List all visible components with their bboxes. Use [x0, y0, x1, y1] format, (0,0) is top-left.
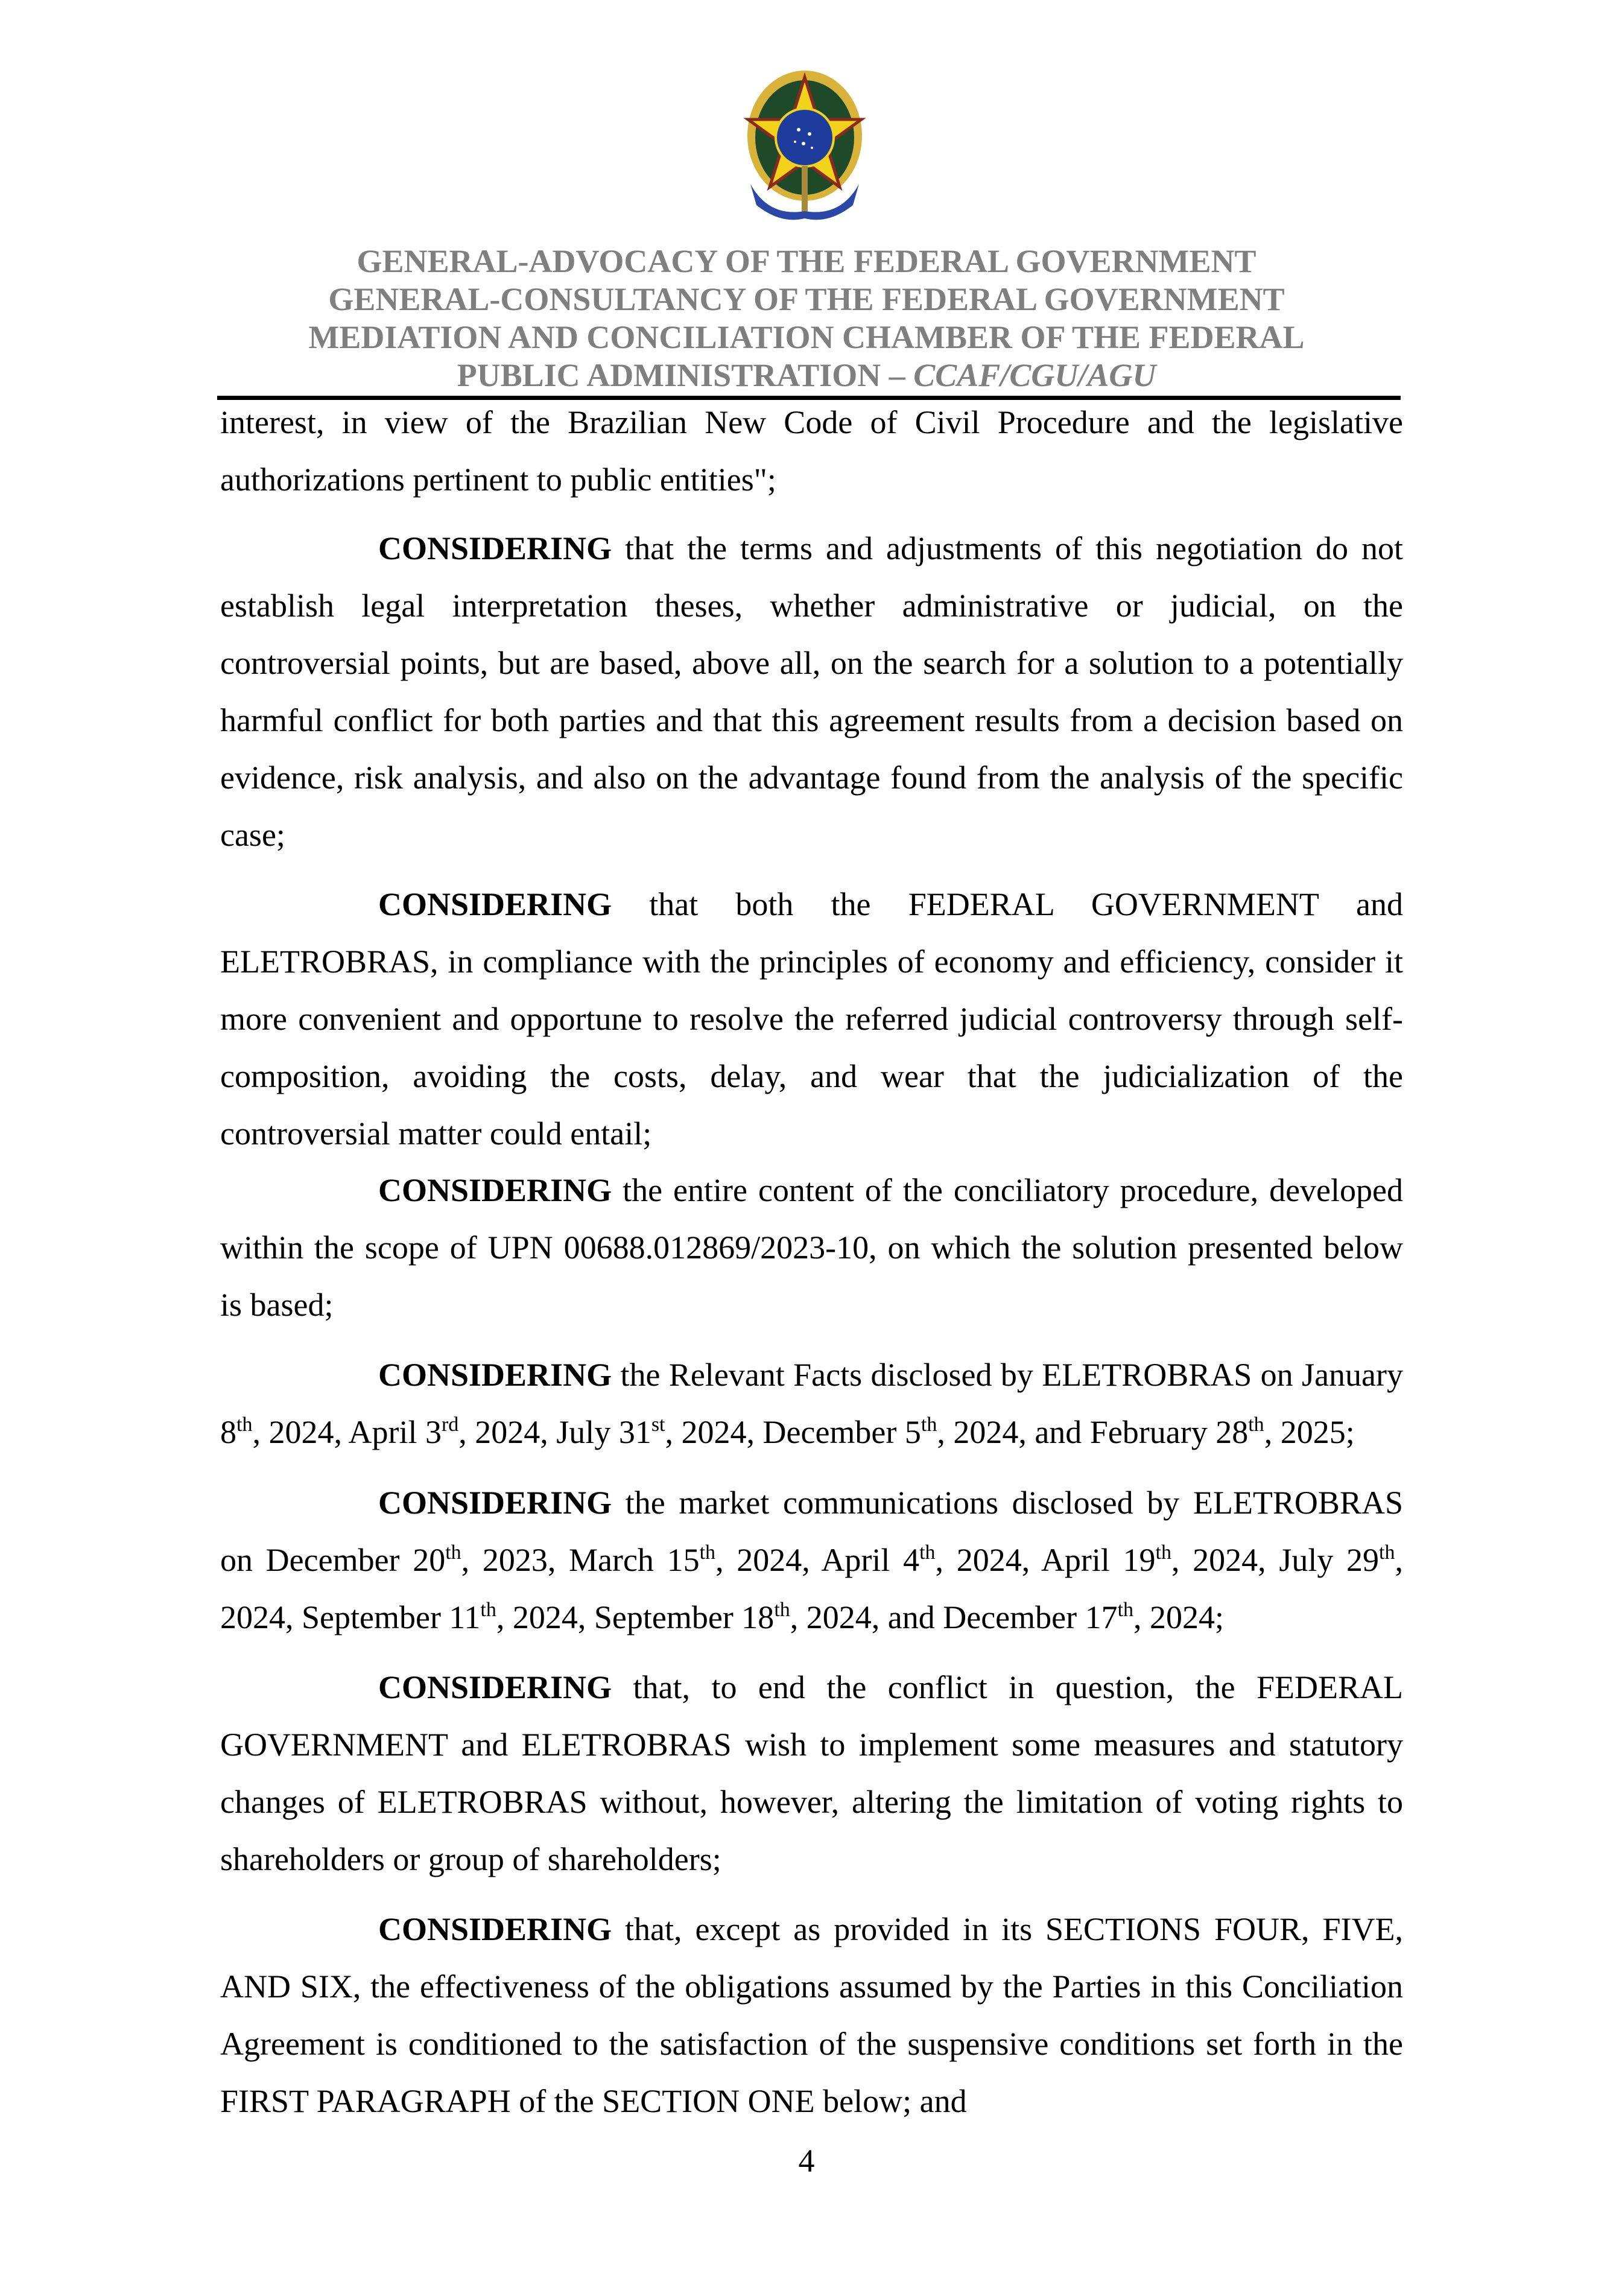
paragraph-text: , 2024, July 29: [1171, 1542, 1380, 1578]
paragraph-text: , 2023, March 15: [461, 1542, 700, 1578]
paragraph-text: , 2024, and December 17: [790, 1599, 1118, 1635]
paragraph-text: , 2024, April 3: [252, 1414, 442, 1450]
considering-keyword: CONSIDERING: [378, 1357, 612, 1393]
ordinal-suffix: th: [1248, 1413, 1264, 1436]
letterhead-line: GENERAL-ADVOCACY OF THE FEDERAL GOVERNMENT: [357, 243, 1256, 279]
ordinal-suffix: th: [1155, 1541, 1171, 1564]
ordinal-suffix: th: [919, 1541, 936, 1564]
letterhead-acronym: CCAF/CGU/AGU: [913, 357, 1156, 393]
paragraph-text: that both the FEDERAL GOVERNMENT and ELETROBRAS, in compliance with the principles of economy and efficiency, consider it more convenient and opportune to resolve the referred judicial controversy through self-composition, avoiding the costs, delay, and wear that the judicialization of the controversial matter could entail;: [220, 886, 1403, 1152]
letterhead: [181, 243, 1432, 395]
paragraph-text: , 2024, December 5: [665, 1414, 921, 1450]
paragraph-text: , 2024, April 4: [715, 1542, 920, 1578]
page-number: 4: [798, 2143, 815, 2179]
paragraph-text: , 2024, September 11: [220, 1542, 1403, 1635]
ordinal-suffix: th: [1117, 1599, 1134, 1621]
ordinal-suffix: th: [921, 1413, 937, 1436]
paragraph-considering: [220, 1474, 1403, 1646]
paragraph-considering: [220, 520, 1403, 864]
letterhead-line-prefix: PUBLIC ADMINISTRATION –: [457, 357, 914, 393]
paragraph-text: , 2024, September 18: [496, 1599, 775, 1635]
paragraph-text: the entire content of the conciliatory procedure, developed within the scope of UPN 00688.012869/2023-10, on which the solution presented below is based;: [220, 1172, 1403, 1323]
paragraph-considering: [220, 1346, 1403, 1461]
ordinal-suffix: th: [699, 1541, 716, 1564]
coat-of-arms-emblem: [732, 66, 877, 223]
paragraph-considering: [220, 1162, 1403, 1334]
letterhead-line: MEDIATION AND CONCILIATION CHAMBER OF THE FEDERAL: [308, 319, 1305, 355]
paragraph-text: , 2024, July 31: [458, 1414, 651, 1450]
paragraph-considering: [220, 876, 1403, 1162]
letterhead-line: GENERAL-CONSULTANCY OF THE FEDERAL GOVERNMENT: [328, 281, 1285, 317]
paragraph-text: that the terms and adjustments of this negotiation do not establish legal interpretation theses, whether administrative or judicial, on the controversial points, but are based, above all, on the search for a solution to a potentially harmful conflict for both parties and that this agreement results from a decision based on evidence, risk analysis, and also on the advantage found from the analysis of the specific case;: [220, 530, 1403, 853]
ordinal-suffix: st: [651, 1413, 665, 1436]
ordinal-suffix: th: [236, 1413, 253, 1436]
paragraph-considering: [220, 1659, 1403, 1888]
paragraph-text: , 2025;: [1264, 1414, 1355, 1450]
ordinal-suffix: rd: [441, 1413, 459, 1436]
considering-keyword: CONSIDERING: [378, 1172, 612, 1208]
paragraph-text: the market communications disclosed by ELETROBRAS on December 20: [220, 1485, 1403, 1578]
ordinal-suffix: th: [774, 1599, 790, 1621]
considering-keyword: CONSIDERING: [378, 1911, 612, 1947]
letterhead-line: [181, 357, 1432, 395]
considering-keyword: CONSIDERING: [378, 1485, 612, 1521]
paragraph-text: interest, in view of the Brazilian New Code of Civil Procedure and the legislative authorizations pertinent to public entities";: [220, 404, 1403, 498]
ordinal-suffix: th: [1379, 1541, 1395, 1564]
paragraph-text: that, except as provided in its SECTIONS FOUR, FIVE, AND SIX, the effectiveness of the obligations assumed by the Parties in this Conciliation Agreement is conditioned to the satisfaction of the suspensive conditions set forth in the FIRST PARAGRAPH of the SECTION ONE below; and: [220, 1911, 1403, 2119]
paragraph-text: , 2024, April 19: [935, 1542, 1156, 1578]
considering-keyword: CONSIDERING: [378, 1669, 612, 1705]
considering-keyword: CONSIDERING: [378, 886, 612, 922]
paragraph-text: , 2024, and February 28: [937, 1414, 1249, 1450]
paragraph-considering: [220, 1901, 1403, 2130]
paragraph-continuation: [220, 394, 1403, 509]
ordinal-suffix: th: [445, 1541, 461, 1564]
paragraph-text: that, to end the conflict in question, the FEDERAL GOVERNMENT and ELETROBRAS wish to implement some measures and statutory changes of ELETROBRAS without, however, altering the limitation of voting rights to shareholders or group of shareholders;: [220, 1669, 1403, 1877]
considering-keyword: CONSIDERING: [378, 530, 612, 566]
paragraph-text: , 2024;: [1133, 1599, 1225, 1635]
ordinal-suffix: th: [480, 1599, 496, 1621]
paragraph-text: the Relevant Facts disclosed by ELETROBRAS on January 8: [220, 1357, 1403, 1450]
